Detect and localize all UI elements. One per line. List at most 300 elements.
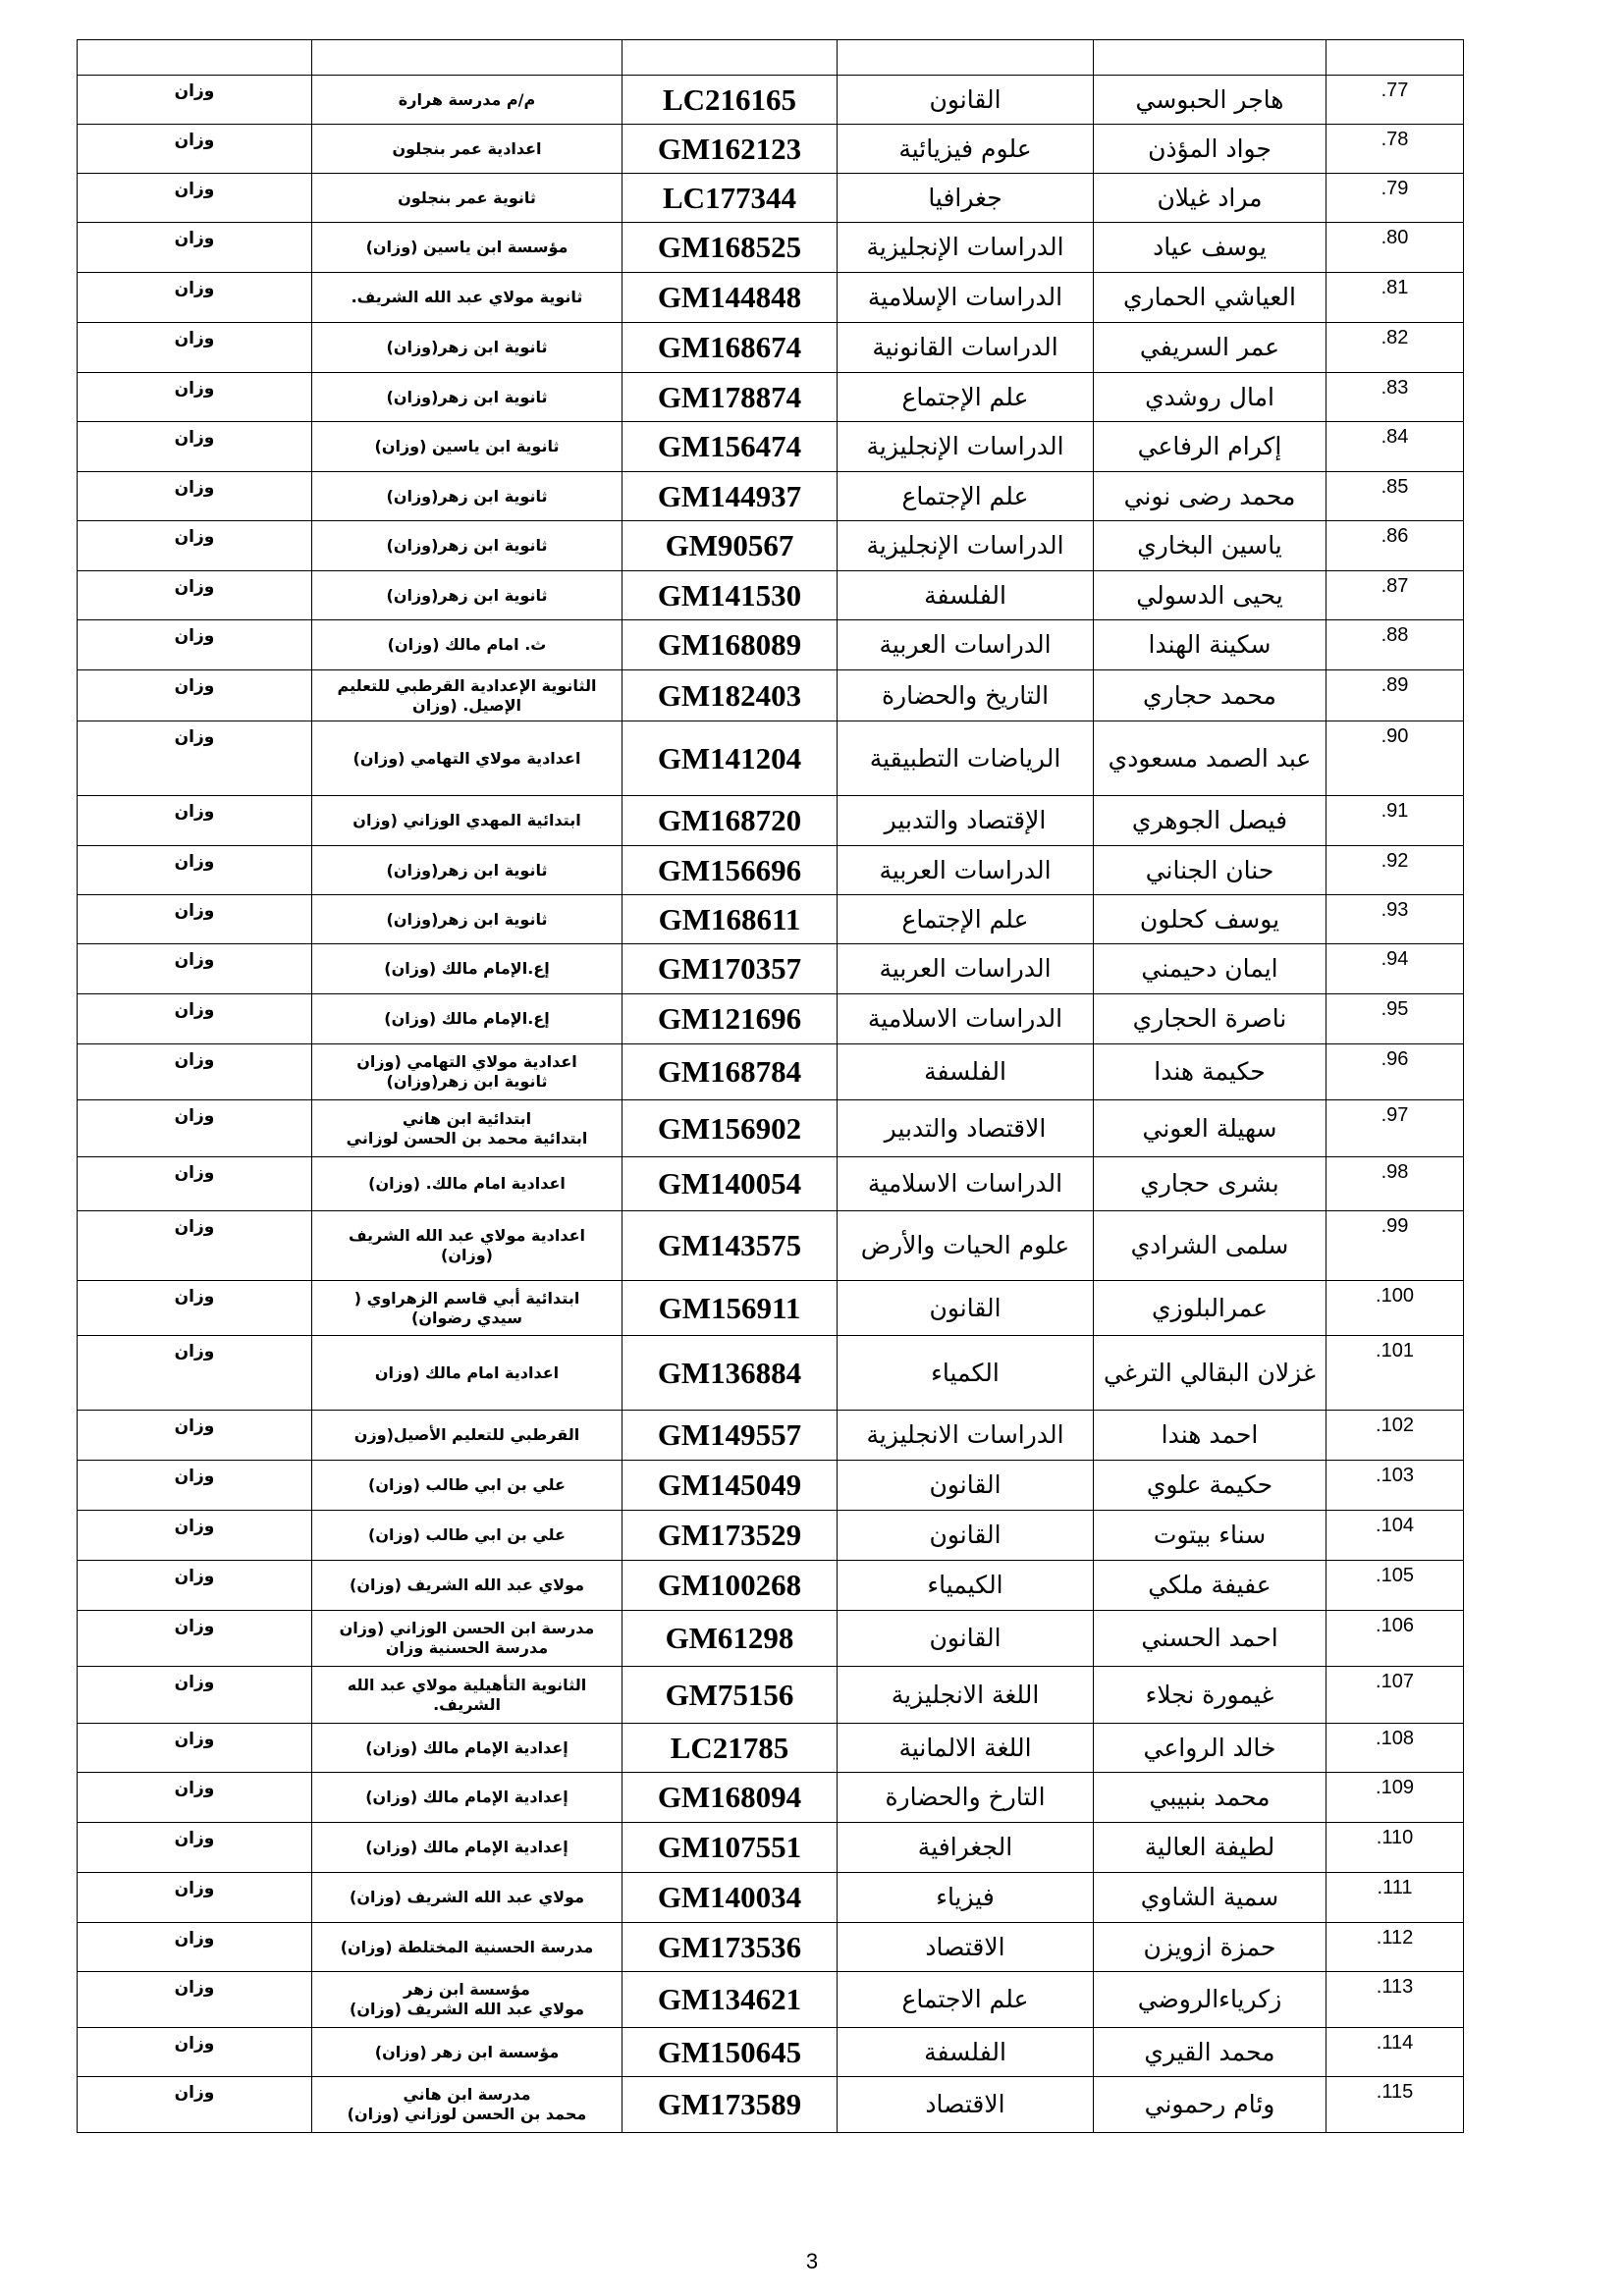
- school-line: (وزان): [441, 1246, 493, 1264]
- row-number-cell: .110: [1326, 1823, 1464, 1873]
- subject-cell: القانون: [838, 1461, 1094, 1511]
- school-line: ثانوية ابن زهر(وزان): [386, 1072, 548, 1091]
- table-row: [78, 670, 1464, 721]
- school-line: مولاي عبد الله الشريف (وزان): [350, 1888, 584, 1906]
- name-cell: ياسين البخاري: [1094, 521, 1326, 571]
- header-cell: [838, 40, 1094, 76]
- subject-cell: الرياضات التطبيقية: [838, 721, 1094, 796]
- school-line: ثانوية ابن زهر(وزان): [386, 585, 548, 605]
- code-cell: GM107551: [623, 1823, 838, 1873]
- city-cell: وزان: [78, 1923, 312, 1972]
- table-row: [78, 174, 1464, 223]
- code-cell: LC177344: [623, 174, 838, 223]
- table-row: [78, 373, 1464, 422]
- table-row: [78, 125, 1464, 174]
- table-row: [78, 1461, 1464, 1511]
- school-line: اعدادية امام مالك. (وزان): [368, 1174, 566, 1193]
- city-cell: وزان: [78, 1823, 312, 1873]
- code-cell: GM61298: [623, 1611, 838, 1667]
- school-cell: [312, 1511, 623, 1561]
- subject-cell: الإقتصاد والتدبير: [838, 796, 1094, 846]
- row-number-cell: .114: [1326, 2028, 1464, 2077]
- name-cell: يوسف عياد: [1094, 223, 1326, 273]
- school-cell: [312, 721, 623, 796]
- school-line: ثانوية ابن زهر(وزان): [386, 486, 548, 506]
- city-cell: وزان: [78, 846, 312, 895]
- name-cell: احمد الحسني: [1094, 1611, 1326, 1667]
- city-cell: وزان: [78, 125, 312, 174]
- city-cell: وزان: [78, 373, 312, 422]
- school-line: إع.الإمام مالك (وزان): [384, 1009, 550, 1028]
- table-row: [78, 1823, 1464, 1873]
- table-row: [78, 273, 1464, 323]
- city-cell: وزان: [78, 273, 312, 323]
- city-cell: وزان: [78, 1281, 312, 1336]
- school-line: الشريف.: [433, 1694, 501, 1714]
- school-line: ثانوية ابن زهر(وزان): [386, 387, 548, 406]
- row-number-cell: .78: [1326, 125, 1464, 174]
- name-cell: عمرالبلوزي: [1094, 1281, 1326, 1336]
- name-cell: محمد رضى نوني: [1094, 472, 1326, 521]
- row-number-cell: .82: [1326, 323, 1464, 373]
- code-cell: GM168611: [623, 895, 838, 944]
- row-number-cell: .95: [1326, 994, 1464, 1044]
- row-number-cell: .104: [1326, 1511, 1464, 1561]
- school-cell: [312, 1611, 623, 1667]
- school-line: علي بن ابي طالب (وزان): [368, 1525, 566, 1544]
- subject-cell: الدراسات الاسلامية: [838, 1157, 1094, 1211]
- school-line: الإصيل. (وزان: [412, 695, 521, 715]
- code-cell: GM141204: [623, 721, 838, 796]
- name-cell: غيمورة نجلاء: [1094, 1667, 1326, 1724]
- school-line: ثانوية ابن زهر(وزان): [386, 860, 548, 880]
- name-cell: حمزة ازويزن: [1094, 1923, 1326, 1972]
- code-cell: GM178874: [623, 373, 838, 422]
- school-line: اعدادية امام مالك (وزان: [374, 1362, 560, 1382]
- school-line: مؤسسة ابن زهر (وزان): [374, 2042, 560, 2061]
- school-line: الثانوية الإعدادية القرطبي للتعليم: [337, 675, 597, 695]
- subject-cell: فيزياء: [838, 1873, 1094, 1923]
- code-cell: GM173589: [623, 2077, 838, 2133]
- school-line: اعدادية عمر بنجلون: [392, 138, 542, 158]
- table-row: [78, 1100, 1464, 1157]
- table-row: [78, 472, 1464, 521]
- city-cell: وزان: [78, 1336, 312, 1411]
- row-number-cell: .92: [1326, 846, 1464, 895]
- school-line: اعدادية مولاي عبد الله الشريف: [348, 1226, 586, 1245]
- school-line: ابتدائية ابن هاني: [402, 1108, 532, 1128]
- page-number: 3: [805, 2249, 819, 2273]
- school-cell: [312, 1461, 623, 1511]
- row-number-cell: .94: [1326, 944, 1464, 994]
- code-cell: GM162123: [623, 125, 838, 174]
- table-row: [78, 1667, 1464, 1724]
- table-row: [78, 1972, 1464, 2028]
- school-line: مدرسة ابن هاني: [403, 2085, 531, 2104]
- city-cell: وزان: [78, 1611, 312, 1667]
- table-row: [78, 2028, 1464, 2077]
- city-cell: وزان: [78, 1157, 312, 1211]
- code-cell: GM168720: [623, 796, 838, 846]
- row-number-cell: .89: [1326, 670, 1464, 721]
- city-cell: وزان: [78, 1773, 312, 1823]
- code-cell: GM136884: [623, 1336, 838, 1411]
- row-number-cell: .112: [1326, 1923, 1464, 1972]
- code-cell: GM140034: [623, 1873, 838, 1923]
- name-cell: حكيمة هندا: [1094, 1044, 1326, 1100]
- city-cell: وزان: [78, 1100, 312, 1157]
- code-cell: GM140054: [623, 1157, 838, 1211]
- name-cell: خالد الرواعي: [1094, 1724, 1326, 1773]
- subject-cell: الاقتصاد والتدبير: [838, 1100, 1094, 1157]
- header-cell: [312, 40, 623, 76]
- code-cell: GM173536: [623, 1923, 838, 1972]
- city-cell: وزان: [78, 1667, 312, 1724]
- subject-cell: علم الاجتماع: [838, 1972, 1094, 2028]
- school-line: سيدي رضوان): [411, 1308, 522, 1327]
- city-cell: وزان: [78, 2077, 312, 2133]
- table-row: [78, 1044, 1464, 1100]
- school-cell: [312, 1211, 623, 1281]
- row-number-cell: .83: [1326, 373, 1464, 422]
- subject-cell: الدراسات العربية: [838, 846, 1094, 895]
- row-number-cell: .111: [1326, 1873, 1464, 1923]
- subject-cell: علم الإجتماع: [838, 895, 1094, 944]
- name-cell: سكينة الهندا: [1094, 620, 1326, 670]
- row-number-cell: .93: [1326, 895, 1464, 944]
- school-line: ابتدائية المهدي الوزاني (وزان: [352, 811, 581, 829]
- city-cell: وزان: [78, 223, 312, 273]
- name-cell: لطيفة العالية: [1094, 1823, 1326, 1873]
- school-line: ثانوية ابن زهر(وزان): [386, 909, 548, 929]
- table-row: [78, 223, 1464, 273]
- subject-cell: جغرافيا: [838, 174, 1094, 223]
- table-row: [78, 1411, 1464, 1461]
- school-line: إعدادية الإمام مالك (وزان): [365, 1737, 568, 1757]
- table-row: [78, 721, 1464, 796]
- school-cell: [312, 1873, 623, 1923]
- row-number-cell: .79: [1326, 174, 1464, 223]
- row-number-cell: .113: [1326, 1972, 1464, 2028]
- school-cell: [312, 422, 623, 472]
- name-cell: جواد المؤذن: [1094, 125, 1326, 174]
- subject-cell: علم الإجتماع: [838, 472, 1094, 521]
- row-number-cell: .102: [1326, 1411, 1464, 1461]
- school-line: الثانوية التأهيلية مولاي عبد الله: [347, 1675, 587, 1694]
- subject-cell: الدراسات الاسلامية: [838, 994, 1094, 1044]
- table-row: [78, 1511, 1464, 1561]
- city-cell: وزان: [78, 895, 312, 944]
- name-cell: بشرى حجاري: [1094, 1157, 1326, 1211]
- city-cell: وزان: [78, 323, 312, 373]
- city-cell: وزان: [78, 1561, 312, 1611]
- school-cell: [312, 125, 623, 174]
- subject-cell: الدراسات الإنجليزية: [838, 521, 1094, 571]
- school-cell: [312, 944, 623, 994]
- row-number-cell: .106: [1326, 1611, 1464, 1667]
- name-cell: عمر السريفي: [1094, 323, 1326, 373]
- row-number-cell: .85: [1326, 472, 1464, 521]
- name-cell: عبد الصمد مسعودي: [1094, 721, 1326, 796]
- school-cell: [312, 1100, 623, 1157]
- city-cell: وزان: [78, 422, 312, 472]
- school-line: ثانوية ابن زهر(وزان): [386, 338, 548, 356]
- table-header-row: [78, 40, 1464, 76]
- name-cell: يحيى الدسولي: [1094, 571, 1326, 620]
- school-cell: [312, 373, 623, 422]
- table-row: [78, 895, 1464, 944]
- row-number-cell: .88: [1326, 620, 1464, 670]
- school-cell: [312, 1336, 623, 1411]
- subject-cell: الاقتصاد: [838, 2077, 1094, 2133]
- school-line: ثانوية ابن ياسين (وزان): [374, 437, 560, 455]
- subject-cell: الدراسات الإسلامية: [838, 273, 1094, 323]
- row-number-cell: .103: [1326, 1461, 1464, 1511]
- name-cell: العياشي الحماري: [1094, 273, 1326, 323]
- school-cell: [312, 273, 623, 323]
- school-cell: [312, 1044, 623, 1100]
- row-number-cell: .90: [1326, 721, 1464, 796]
- table-row: [78, 1336, 1464, 1411]
- row-number-cell: .99: [1326, 1211, 1464, 1281]
- school-line: ثانوية ابن زهر(وزان): [386, 536, 548, 555]
- city-cell: وزان: [78, 1211, 312, 1281]
- code-cell: GM173529: [623, 1511, 838, 1561]
- code-cell: LC216165: [623, 76, 838, 125]
- code-cell: GM156902: [623, 1100, 838, 1157]
- school-cell: [312, 174, 623, 223]
- school-cell: [312, 1667, 623, 1724]
- subject-cell: اللغة الالمانية: [838, 1724, 1094, 1773]
- code-cell: GM144937: [623, 472, 838, 521]
- city-cell: وزان: [78, 1873, 312, 1923]
- subject-cell: الدراسات العربية: [838, 620, 1094, 670]
- code-cell: GM168089: [623, 620, 838, 670]
- city-cell: وزان: [78, 1461, 312, 1511]
- table-row: [78, 994, 1464, 1044]
- code-cell: GM156474: [623, 422, 838, 472]
- name-cell: غزلان البقالي الترغي: [1094, 1336, 1326, 1411]
- code-cell: GM145049: [623, 1461, 838, 1511]
- subject-cell: الفلسفة: [838, 1044, 1094, 1100]
- subject-cell: التاريخ والحضارة: [838, 670, 1094, 721]
- row-number-cell: .97: [1326, 1100, 1464, 1157]
- row-number-cell: .96: [1326, 1044, 1464, 1100]
- city-cell: وزان: [78, 1724, 312, 1773]
- code-cell: GM90567: [623, 521, 838, 571]
- table-row: [78, 1561, 1464, 1611]
- name-cell: مراد غيلان: [1094, 174, 1326, 223]
- subject-cell: الفلسفة: [838, 571, 1094, 620]
- row-number-cell: .108: [1326, 1724, 1464, 1773]
- school-cell: [312, 76, 623, 125]
- school-cell: [312, 1823, 623, 1873]
- name-cell: محمد حجاري: [1094, 670, 1326, 721]
- city-cell: وزان: [78, 571, 312, 620]
- city-cell: وزان: [78, 472, 312, 521]
- school-line: إع.الإمام مالك (وزان): [384, 959, 550, 978]
- name-cell: سناء بيتوت: [1094, 1511, 1326, 1561]
- row-number-cell: .81: [1326, 273, 1464, 323]
- name-cell: ناصرة الحجاري: [1094, 994, 1326, 1044]
- school-line: م/م مدرسة هرارة: [398, 89, 536, 109]
- table-row: [78, 1157, 1464, 1211]
- name-cell: محمد بنبيبي: [1094, 1773, 1326, 1823]
- name-cell: هاجر الحبوسي: [1094, 76, 1326, 125]
- name-cell: وئام رحموني: [1094, 2077, 1326, 2133]
- city-cell: وزان: [78, 796, 312, 846]
- table-row: [78, 944, 1464, 994]
- table-row: [78, 1873, 1464, 1923]
- code-cell: GM100268: [623, 1561, 838, 1611]
- school-cell: [312, 1411, 623, 1461]
- school-line: علي بن ابي طالب (وزان): [368, 1475, 566, 1494]
- table-row: [78, 521, 1464, 571]
- school-cell: [312, 895, 623, 944]
- table-row: [78, 1724, 1464, 1773]
- name-cell: امال روشدي: [1094, 373, 1326, 422]
- city-cell: وزان: [78, 944, 312, 994]
- row-number-cell: .101: [1326, 1336, 1464, 1411]
- school-cell: [312, 620, 623, 670]
- name-cell: عفيفة ملكي: [1094, 1561, 1326, 1611]
- school-cell: [312, 994, 623, 1044]
- school-line: مؤسسة ابن ياسين (وزان): [365, 238, 568, 256]
- code-cell: GM150645: [623, 2028, 838, 2077]
- table-row: [78, 1773, 1464, 1823]
- code-cell: LC21785: [623, 1724, 838, 1773]
- code-cell: GM170357: [623, 944, 838, 994]
- city-cell: وزان: [78, 1972, 312, 2028]
- name-cell: ايمان دحيمني: [1094, 944, 1326, 994]
- city-cell: وزان: [78, 76, 312, 125]
- school-cell: [312, 1923, 623, 1972]
- city-cell: وزان: [78, 1044, 312, 1100]
- subject-cell: الفلسفة: [838, 2028, 1094, 2077]
- school-line: اعدادية مولاي التهامي (وزان: [356, 1052, 577, 1071]
- table-row: [78, 323, 1464, 373]
- city-cell: وزان: [78, 521, 312, 571]
- subject-cell: الدراسات الإنجليزية: [838, 223, 1094, 273]
- school-cell: [312, 1724, 623, 1773]
- school-line: مدرسة الحسنية المختلطة (وزان): [340, 1937, 594, 1956]
- name-cell: إكرام الرفاعي: [1094, 422, 1326, 472]
- candidates-table: [77, 39, 1464, 2133]
- school-line: مولاي عبد الله الشريف (وزان): [350, 1575, 584, 1594]
- subject-cell: الكمياء: [838, 1336, 1094, 1411]
- subject-cell: علم الإجتماع: [838, 373, 1094, 422]
- school-line: ابتدائية محمد بن الحسن لوزاني: [346, 1128, 588, 1148]
- name-cell: حنان الجناني: [1094, 846, 1326, 895]
- name-cell: زكرياءالروضي: [1094, 1972, 1326, 2028]
- table-row: [78, 76, 1464, 125]
- header-cell: [623, 40, 838, 76]
- code-cell: GM156696: [623, 846, 838, 895]
- name-cell: حكيمة علوي: [1094, 1461, 1326, 1511]
- row-number-cell: .98: [1326, 1157, 1464, 1211]
- city-cell: وزان: [78, 670, 312, 721]
- school-cell: [312, 1773, 623, 1823]
- code-cell: GM149557: [623, 1411, 838, 1461]
- name-cell: يوسف كحلون: [1094, 895, 1326, 944]
- subject-cell: علوم فيزيائية: [838, 125, 1094, 174]
- row-number-cell: .87: [1326, 571, 1464, 620]
- code-cell: GM168094: [623, 1773, 838, 1823]
- code-cell: GM156911: [623, 1281, 838, 1336]
- row-number-cell: .105: [1326, 1561, 1464, 1611]
- school-line: ابتدائية أبي قاسم الزهراوي (: [353, 1288, 580, 1308]
- table-row: [78, 422, 1464, 472]
- code-cell: GM144848: [623, 273, 838, 323]
- school-cell: [312, 1281, 623, 1336]
- name-cell: محمد القيري: [1094, 2028, 1326, 2077]
- subject-cell: الدراسات العربية: [838, 944, 1094, 994]
- header-cell: [78, 40, 312, 76]
- subject-cell: القانون: [838, 1281, 1094, 1336]
- city-cell: وزان: [78, 1411, 312, 1461]
- code-cell: GM168525: [623, 223, 838, 273]
- city-cell: وزان: [78, 2028, 312, 2077]
- table-row: [78, 796, 1464, 846]
- subject-cell: الاقتصاد: [838, 1923, 1094, 1972]
- subject-cell: الدراسات القانونية: [838, 323, 1094, 373]
- subject-cell: التارخ والحضارة: [838, 1773, 1094, 1823]
- row-number-cell: .80: [1326, 223, 1464, 273]
- school-line: القرطبي للتعليم الأصيل(وزن: [353, 1425, 580, 1444]
- row-number-cell: .86: [1326, 521, 1464, 571]
- school-line: إعدادية الإمام مالك (وزان): [365, 1788, 568, 1806]
- row-number-cell: .107: [1326, 1667, 1464, 1724]
- table-row: [78, 1211, 1464, 1281]
- school-line: ثانوية مولاي عبد الله الشريف.: [351, 288, 583, 306]
- row-number-cell: .109: [1326, 1773, 1464, 1823]
- table-row: [78, 1611, 1464, 1667]
- name-cell: سلمى الشرادي: [1094, 1211, 1326, 1281]
- row-number-cell: .77: [1326, 76, 1464, 125]
- city-cell: وزان: [78, 1511, 312, 1561]
- city-cell: وزان: [78, 174, 312, 223]
- school-cell: [312, 796, 623, 846]
- school-line: مدرسة الحسنية وزان: [385, 1638, 549, 1657]
- school-cell: [312, 2077, 623, 2133]
- subject-cell: الجغرافية: [838, 1823, 1094, 1873]
- school-line: ثانوية عمر بنجلون: [398, 187, 536, 207]
- school-line: محمد بن الحسن لوزاني (وزان): [347, 2105, 587, 2123]
- table-row: [78, 571, 1464, 620]
- name-cell: فيصل الجوهري: [1094, 796, 1326, 846]
- code-cell: GM182403: [623, 670, 838, 721]
- name-cell: سمية الشاوي: [1094, 1873, 1326, 1923]
- school-cell: [312, 571, 623, 620]
- subject-cell: الكيمياء: [838, 1561, 1094, 1611]
- city-cell: وزان: [78, 721, 312, 796]
- city-cell: وزان: [78, 994, 312, 1044]
- subject-cell: القانون: [838, 76, 1094, 125]
- school-line: مولاي عبد الله الشريف (وزان): [350, 2000, 584, 2018]
- code-cell: GM168784: [623, 1044, 838, 1100]
- school-line: مؤسسة ابن زهر: [404, 1980, 530, 1999]
- school-cell: [312, 521, 623, 571]
- name-cell: احمد هندا: [1094, 1411, 1326, 1461]
- city-cell: وزان: [78, 620, 312, 670]
- subject-cell: الدراسات الإنجليزية: [838, 422, 1094, 472]
- code-cell: GM168674: [623, 323, 838, 373]
- school-line: مدرسة ابن الحسن الوزاني (وزان: [339, 1619, 595, 1637]
- subject-cell: علوم الحيات والأرض: [838, 1211, 1094, 1281]
- code-cell: GM134621: [623, 1972, 838, 2028]
- table-row: [78, 846, 1464, 895]
- code-cell: GM121696: [623, 994, 838, 1044]
